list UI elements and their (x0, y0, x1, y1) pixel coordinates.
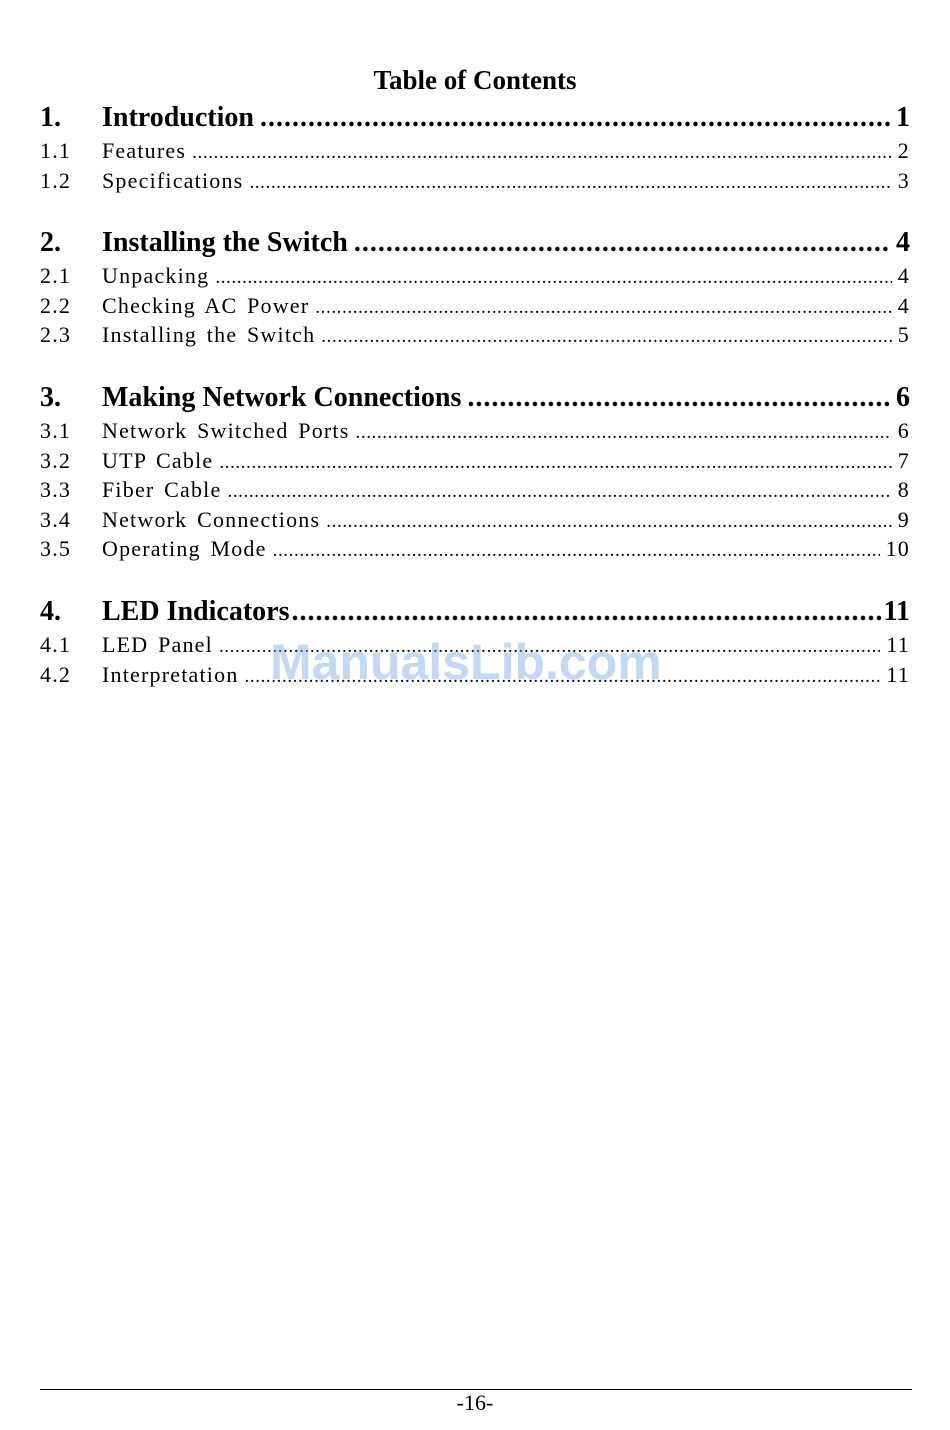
toc-heading-led-indicators[interactable] (40, 594, 910, 630)
toc-entry-label: Interpretation (102, 661, 239, 687)
toc-dot-leader (354, 225, 890, 261)
toc-entry-label: Network Switched Ports (102, 418, 350, 443)
toc-dot-leader (219, 632, 880, 662)
toc-dot-leader (467, 380, 890, 416)
toc-title: Table of Contents (373, 65, 577, 95)
toc-section-4 (40, 594, 910, 689)
toc-entry-operating-mode[interactable] (40, 534, 910, 564)
toc-entry-number: 4.1 (40, 632, 72, 657)
toc-entry-number: 2.2 (40, 292, 72, 318)
toc-heading-page: 4 (896, 227, 910, 258)
toc-heading-installing-the-switch[interactable] (40, 225, 910, 261)
toc-entry-number: 3.5 (40, 536, 72, 561)
toc-section-3 (40, 380, 910, 564)
toc-entry-network-switched-ports[interactable] (40, 416, 910, 446)
toc-entry-number: 2.1 (40, 263, 72, 288)
toc-dot-leader (215, 263, 891, 293)
toc-entry-led-panel[interactable] (40, 630, 910, 660)
toc-heading-number: 1. (40, 102, 61, 133)
toc-entry-features[interactable] (40, 136, 910, 166)
toc-dot-leader (273, 536, 880, 566)
toc-entry-page: 6 (897, 418, 910, 443)
toc-entry-page: 9 (897, 506, 910, 532)
toc-entry-number: 3.3 (40, 477, 72, 502)
toc-entry-label: Installing the Switch (102, 322, 316, 347)
toc-entry-label: Checking AC Power (102, 292, 310, 318)
toc-heading-introduction[interactable] (40, 100, 910, 136)
toc-heading-label: LED Indicators (102, 596, 290, 627)
toc-dot-leader (192, 138, 892, 168)
toc-dot-leader (219, 448, 891, 478)
toc-entry-page: 4 (897, 292, 910, 318)
toc-entry-label: Fiber Cable (102, 477, 222, 502)
toc-entry-page: 5 (897, 322, 910, 347)
toc-heading-label: Installing the Switch (102, 227, 348, 258)
toc-entry-number: 3.4 (40, 506, 72, 532)
watermark-text: ManualsLib.com (270, 634, 662, 690)
toc-entry-label: LED Panel (102, 632, 213, 657)
toc-entry-network-connections[interactable] (40, 505, 910, 535)
page-number: -16- (456, 1390, 494, 1415)
toc-entry-specifications[interactable] (40, 166, 910, 196)
toc-dot-leader (356, 418, 892, 448)
toc-entry-installing-the-switch[interactable] (40, 320, 910, 350)
toc-dot-leader (291, 594, 881, 630)
toc-dot-leader (227, 477, 891, 507)
toc-dot-leader (326, 507, 892, 537)
toc-section-1 (40, 100, 910, 195)
toc-entry-page: 2 (897, 138, 910, 163)
toc-dot-leader (245, 662, 881, 692)
toc-entry-number: 1.2 (40, 167, 72, 193)
toc-entry-page: 11 (886, 661, 910, 687)
toc-heading-number: 2. (40, 227, 61, 258)
toc-entry-page: 8 (897, 477, 910, 502)
toc-entry-number: 3.1 (40, 418, 72, 443)
toc-entry-page: 3 (897, 167, 910, 193)
toc-entry-page: 10 (885, 536, 910, 561)
toc-entry-number: 3.2 (40, 447, 72, 473)
toc-entry-page: 4 (897, 263, 910, 288)
toc-heading-number: 4. (40, 596, 61, 627)
toc-heading-page: 1 (896, 102, 910, 133)
toc-heading-number: 3. (40, 382, 61, 413)
toc-entry-label: Unpacking (102, 263, 210, 288)
toc-heading-page: 11 (883, 596, 910, 627)
toc-heading-making-network-connections[interactable] (40, 380, 910, 416)
toc-entry-label: Network Connections (102, 506, 321, 532)
toc-heading-label: Making Network Connections (102, 382, 462, 413)
toc-entry-label: Features (102, 138, 187, 163)
toc-entry-utp-cable[interactable] (40, 446, 910, 476)
toc-entry-number: 4.2 (40, 661, 72, 687)
toc-entry-label: Specifications (102, 167, 244, 193)
toc-entry-checking-ac-power[interactable] (40, 291, 910, 321)
toc-entry-page: 11 (886, 632, 910, 657)
toc-dot-leader (249, 168, 891, 198)
toc-entry-number: 2.3 (40, 322, 72, 347)
toc-dot-leader (260, 100, 890, 136)
toc-section-2 (40, 225, 910, 350)
toc-heading-page: 6 (896, 382, 910, 413)
toc-dot-leader (315, 293, 892, 323)
toc-heading-label: Introduction (102, 102, 254, 133)
toc-dot-leader (321, 322, 892, 352)
toc-entry-fiber-cable[interactable] (40, 475, 910, 505)
toc-entry-number: 1.1 (40, 138, 72, 163)
toc-entry-interpretation[interactable] (40, 660, 910, 690)
toc-entry-label: UTP Cable (102, 447, 214, 473)
toc-entry-label: Operating Mode (102, 536, 267, 561)
toc-entry-page: 7 (897, 447, 910, 473)
toc-entry-unpacking[interactable] (40, 261, 910, 291)
